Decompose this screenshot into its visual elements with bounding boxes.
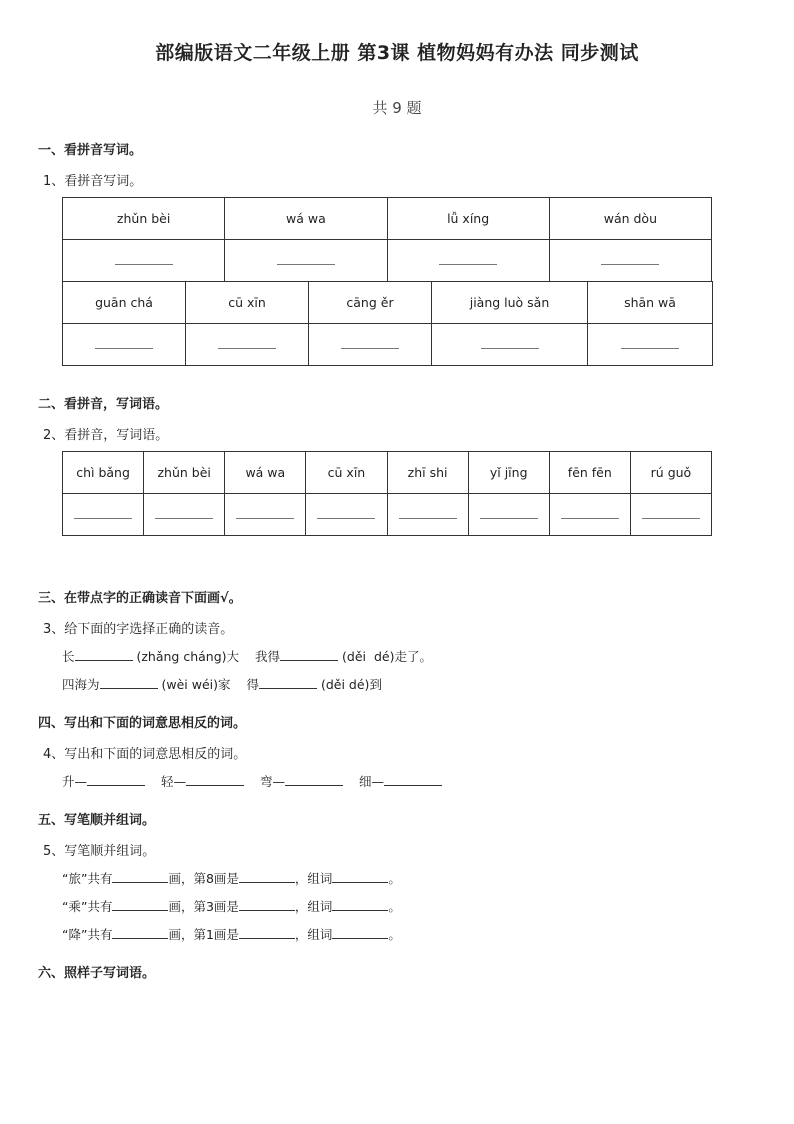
q3-text: 得 bbox=[246, 677, 260, 692]
section-heading-5: 五、写笔顺并组词。 bbox=[38, 813, 156, 828]
pinyin-cell: fēn fēn bbox=[549, 452, 630, 494]
answer-cell[interactable] bbox=[186, 324, 309, 366]
q5-text: “旅”共有 bbox=[62, 871, 113, 886]
q5-text: 画，第3画是 bbox=[168, 899, 239, 914]
q4-word: 细— bbox=[359, 774, 385, 789]
question-1-prompt: 1、看拼音写词。 bbox=[43, 174, 143, 189]
section-heading-1: 一、看拼音写词。 bbox=[38, 143, 143, 158]
q3-text: (děi dé)走了。 bbox=[338, 649, 432, 664]
q5-text: “乘”共有 bbox=[62, 899, 113, 914]
answer-cell[interactable] bbox=[63, 240, 225, 282]
answer-cell[interactable] bbox=[549, 494, 630, 536]
question-count: 共 9 题 bbox=[372, 99, 422, 117]
question-3-prompt: 3、给下面的字选择正确的读音。 bbox=[43, 622, 234, 637]
pinyin-cell: zhī shi bbox=[387, 452, 468, 494]
answer-cell[interactable] bbox=[387, 494, 468, 536]
answer-cell[interactable] bbox=[549, 240, 711, 282]
q3-text: (wèi wéi)家 bbox=[157, 677, 231, 692]
q4-word: 轻— bbox=[161, 774, 187, 789]
q2-table bbox=[62, 451, 712, 536]
q3-text: (děi dé)到 bbox=[317, 677, 382, 692]
answer-cell[interactable] bbox=[225, 240, 387, 282]
pinyin-cell: zhǔn bèi bbox=[63, 198, 225, 240]
answer-blank[interactable] bbox=[87, 773, 145, 786]
answer-cell[interactable] bbox=[63, 494, 144, 536]
answer-cell[interactable] bbox=[144, 494, 225, 536]
pinyin-cell: jiàng luò sǎn bbox=[432, 282, 588, 324]
section-heading-2: 二、看拼音，写词语。 bbox=[38, 397, 169, 412]
q3-text: (zhǎng cháng)大 bbox=[132, 649, 240, 664]
answer-blank[interactable] bbox=[239, 926, 295, 939]
q5-text: 画，第1画是 bbox=[168, 927, 239, 942]
answer-cell[interactable] bbox=[225, 494, 306, 536]
answer-blank[interactable] bbox=[75, 648, 133, 661]
pinyin-cell: wán dòu bbox=[549, 198, 711, 240]
pinyin-cell: wá wa bbox=[225, 198, 387, 240]
question-4-prompt: 4、写出和下面的词意思相反的词。 bbox=[43, 747, 247, 762]
pinyin-cell: cū xīn bbox=[306, 452, 387, 494]
q5-text: 画，第8画是 bbox=[168, 871, 239, 886]
q3-line-1 bbox=[62, 647, 432, 665]
answer-cell[interactable] bbox=[588, 324, 713, 366]
q4-word: 弯— bbox=[260, 774, 286, 789]
q1-table-bottom bbox=[62, 281, 713, 366]
q3-text: 四海为 bbox=[62, 677, 100, 692]
answer-blank[interactable] bbox=[332, 870, 388, 883]
q5-text: “降”共有 bbox=[62, 927, 113, 942]
answer-blank[interactable] bbox=[239, 898, 295, 911]
answer-blank[interactable] bbox=[332, 926, 388, 939]
answer-cell[interactable] bbox=[306, 494, 387, 536]
section-heading-3: 三、在带点字的正确读音下面画√。 bbox=[38, 591, 242, 606]
pinyin-cell: wá wa bbox=[225, 452, 306, 494]
pinyin-cell: guān chá bbox=[63, 282, 186, 324]
q5-text: 。 bbox=[388, 927, 401, 942]
section-heading-4: 四、写出和下面的词意思相反的词。 bbox=[38, 716, 247, 731]
answer-blank[interactable] bbox=[186, 773, 244, 786]
section-heading-6: 六、照样子写词语。 bbox=[38, 966, 156, 981]
q3-text: 我得 bbox=[255, 649, 281, 664]
pinyin-cell: zhǔn bèi bbox=[144, 452, 225, 494]
q4-word: 升— bbox=[62, 774, 88, 789]
answer-cell[interactable] bbox=[387, 240, 549, 282]
q5-text: ，组词 bbox=[294, 871, 333, 886]
q1-table-top bbox=[62, 197, 712, 282]
pinyin-cell: shān wā bbox=[588, 282, 713, 324]
q5-text: 。 bbox=[388, 899, 401, 914]
pinyin-cell: chì bǎng bbox=[63, 452, 144, 494]
answer-blank[interactable] bbox=[280, 648, 338, 661]
answer-blank[interactable] bbox=[112, 898, 168, 911]
q5-line-1 bbox=[62, 869, 401, 887]
answer-blank[interactable] bbox=[112, 926, 168, 939]
pinyin-cell: cāng ěr bbox=[309, 282, 432, 324]
answer-cell[interactable] bbox=[309, 324, 432, 366]
q3-text: 长 bbox=[62, 649, 75, 664]
answer-cell[interactable] bbox=[468, 494, 549, 536]
q5-text: ，组词 bbox=[294, 927, 333, 942]
q5-line-2 bbox=[62, 897, 401, 915]
answer-blank[interactable] bbox=[112, 870, 168, 883]
pinyin-cell: yǐ jīng bbox=[468, 452, 549, 494]
pinyin-cell: lǚ xíng bbox=[387, 198, 549, 240]
answer-blank[interactable] bbox=[332, 898, 388, 911]
answer-blank[interactable] bbox=[239, 870, 295, 883]
q5-text: 。 bbox=[388, 871, 401, 886]
pinyin-cell: rú guǒ bbox=[630, 452, 711, 494]
page-title: 部编版语文二年级上册 第3课 植物妈妈有办法 同步测试 bbox=[155, 42, 639, 64]
q5-line-3 bbox=[62, 925, 401, 943]
q5-text: ，组词 bbox=[294, 899, 333, 914]
q4-line bbox=[62, 772, 442, 790]
answer-blank[interactable] bbox=[384, 773, 442, 786]
answer-cell[interactable] bbox=[63, 324, 186, 366]
answer-cell[interactable] bbox=[432, 324, 588, 366]
answer-cell[interactable] bbox=[630, 494, 711, 536]
pinyin-cell: cū xīn bbox=[186, 282, 309, 324]
answer-blank[interactable] bbox=[259, 676, 317, 689]
q3-line-2 bbox=[62, 675, 382, 693]
answer-blank[interactable] bbox=[100, 676, 158, 689]
question-5-prompt: 5、写笔顺并组词。 bbox=[43, 844, 156, 859]
answer-blank[interactable] bbox=[285, 773, 343, 786]
question-2-prompt: 2、看拼音，写词语。 bbox=[43, 428, 169, 443]
